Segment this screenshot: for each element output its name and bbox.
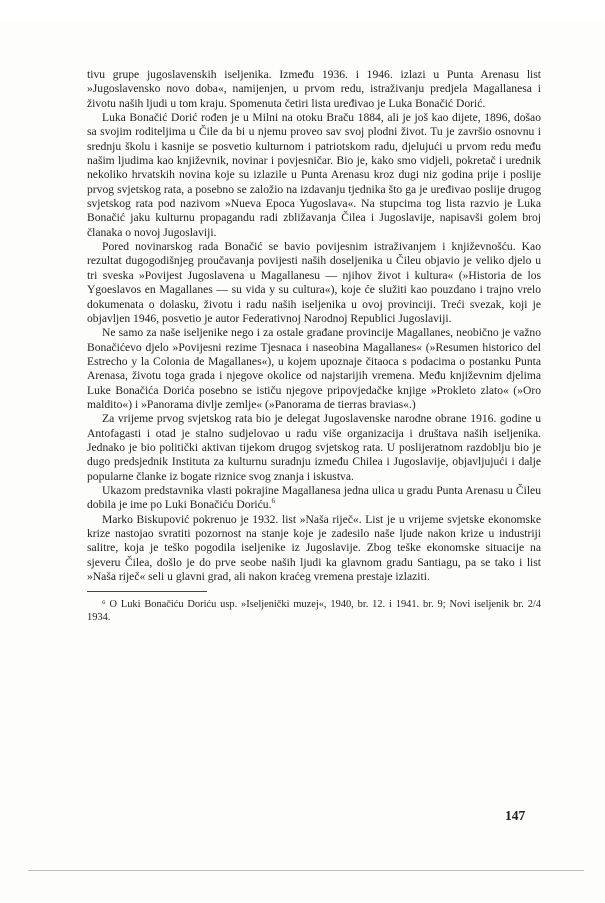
footnote: ⁶ O Luki Bonačiću Doriću usp. »Iseljenički muzej«, 1940, br. 12. i 1941. br. 9; Novi iseljenik br. 2/4 1934. (87, 599, 541, 624)
paragraph-2: Luka Bonačić Dorić rođen je u Milni na otoku Braču 1884, ali je još kao dijete, 1896, došao sa svojim roditeljima u Čile da bi u njemu proveo sav svoj plodni život. Tu je završio osnovnu i srednju školu i kasnije se posvetio kulturnom i patriotskom radu, djelujući u prvom redu među našim ljudima kao književnik, novinar i povjesničar. Bio je, kako smo vidjeli, pokretač i urednik nekoliko hrvatskih novina koje su izlazile u Punta Arenasu kroz dugi niz godina prije i poslije prvog svjetskog rata, a posebno se založio na izdavanju tjednika što ga je uređivao poslije drugog svjetskog rata pod nazivom »Nueva Epoca Yugoslava«. Na stupcima tog lista razvio je Luka Bonačić jaku kulturnu propagandu radi zbližavanja Čilea i Jugoslavije, napisavši golem broj članaka o novoj Jugoslaviji. (87, 111, 541, 239)
top-margin (0, 0, 605, 22)
paragraph-3: Pored novinarskog rada Bonačić se bavio povijesnim istraživanjem i književnošću. Kao rezultat dugogodišnjeg proučavanja povijesti naših doseljenika u Čileu objavio je veliko djelo u tri sveska »Povijest Jugoslavena u Magallanesu — njihov život i kultura« (»Historia de los Ygoeslavos en Magallanes — su vida y su cultura«), koje će služiti kao pouzdano i trajno vrelo dokumenata o dolasku, životu i radu naših iseljenika u ovoj provinciji. Treći svezak, koji je objavljen 1946, posvetio je autor Federativnoj Narodnoj Republici Jugoslaviji. (87, 240, 541, 325)
page-number: 147 (505, 808, 526, 823)
paragraph-6 (87, 484, 541, 513)
footnote-reference: 6 (271, 497, 275, 506)
paragraph-7: Marko Biskupović pokrenuo je 1932. list »Naša riječ«. List je u vrijeme svjetske ekonomske krize nastojao svratiti pozornost na stanje koje je zadesilo naše ljude nakon krize u industriji salitre, koja je teško pogodila iseljenike iz Jugoslavije. Zbog teške ekonomske situacije na sjeveru Čilea, došlo je do prve seobe naših ljudi ka glavnom gradu Santiagu, pa se tako i list »Naša riječ« seli u glavni grad, ali nakon kraćeg vremena prestaje izlaziti. (87, 512, 541, 584)
footnote-divider (87, 591, 207, 592)
paragraph-4: Ne samo za naše iseljenike nego i za ostale građane provincije Magallanes, neobično je važno Bonačićevo djelo »Povijesni rezime Tjesnaca i naseobina Magallanes« (»Resumen historico del Estrecho y la Colonia de Magallanes«), u kojem upoznaje čitaoca s podacima o postanku Punta Arenasa, životu toga grada i njegove okolice od najstarijih vremena. Među književnim djelima Luke Bonačića Dorića posebno se ističu njegove pripovjedačke knjige »Prokleto zlato« (»Oro maldito«) i »Panorama divlje zemlje« (»Panorama de tierras bravias«.) (87, 326, 541, 411)
body-text (87, 68, 541, 624)
paragraph-5: Za vrijeme prvog svjetskog rata bio je delegat Jugoslavenske narodne obrane 1916. godine u Antofagasti i otad je stalno sudjelovao u radu više organizacija i društava naših iseljenika. Jednako je bio politički aktivan tijekom drugog svjetskog rata. U poslijeratnom razdoblju bio je dugo predsjednik Instituta za kulturnu suradnju između Chilea i Jugoslavije, objavljujući i dalje popularne članke iz bogate riznice svog znanja i iskustva. (87, 412, 541, 483)
paragraph-1: tivu grupe jugoslavenskih iseljenika. Između 1936. i 1946. izlazi u Punta Arenasu list »Jugoslavensko novo doba«, namijenjen, u prvom redu, istraživanju predjela Magallanesa i životu naših ljudi u tom kraju. Spomenuta četiri lista uređivao je Luka Bonačić Dorić. (87, 68, 541, 110)
paragraph-6-text: Ukazom predstavnika vlasti pokrajine Magallanesa jedna ulica u gradu Punta Arenasu u Čileu dobila je ime po Luki Bonačiću Doriću. (87, 483, 541, 512)
bottom-rule (28, 870, 584, 871)
